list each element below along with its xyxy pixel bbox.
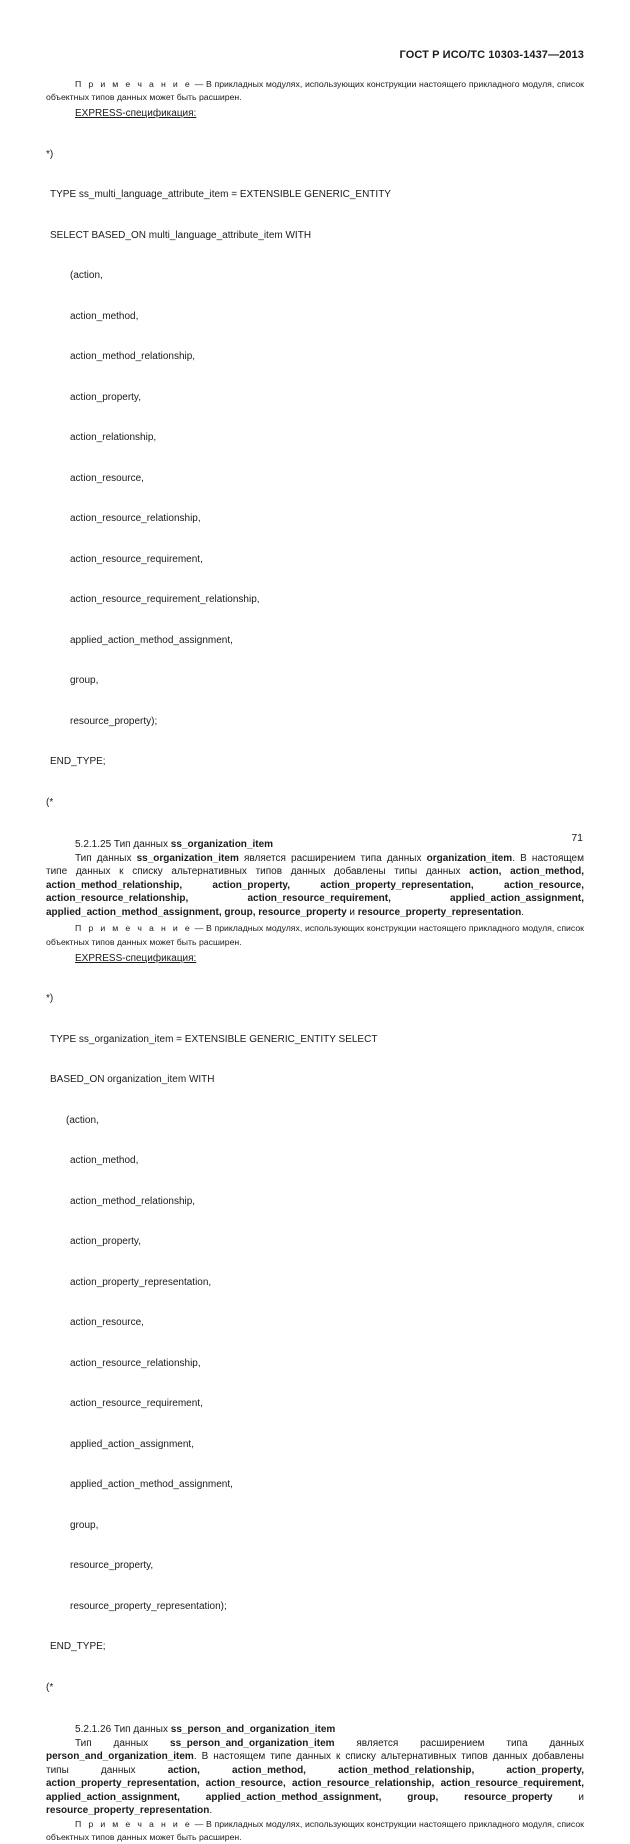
express-code-block-1 <box>46 121 584 837</box>
note-2 <box>46 922 584 948</box>
note-text: — В прикладных модулях, использующих конструкции настоящего прикладного модуля, список объектных типов данных может быть расширен. <box>46 1818 584 1843</box>
code-item: action_resource_relationship, <box>70 1357 201 1369</box>
para-text: и <box>346 906 358 918</box>
code-item: action_resource_requirement, <box>70 1398 203 1410</box>
code-item: action_property, <box>70 391 141 403</box>
code-close: (* <box>46 796 54 808</box>
section-paragraph-5-2-1-25 <box>46 852 584 920</box>
para-base-type: organization_item <box>426 852 513 864</box>
code-item: action_resource_requirement_relationship, <box>70 594 260 606</box>
code-type-line: TYPE ss_organization_item = EXTENSIBLE GENERIC_ENTITY SELECT <box>50 1033 378 1045</box>
note-1 <box>46 78 584 104</box>
code-item: action_resource, <box>70 1317 144 1329</box>
section-paragraph-5-2-1-26 <box>46 1737 584 1818</box>
code-item: action_relationship, <box>70 432 157 444</box>
section-heading-5-2-1-25 <box>46 838 584 852</box>
code-item: applied_action_assignment, <box>70 1438 194 1450</box>
page-content <box>46 78 584 1844</box>
code-item: action_property, <box>70 1236 141 1248</box>
code-item: group, <box>70 1519 99 1531</box>
section-type-name: ss_organization_item <box>170 839 274 851</box>
code-item: action_resource_requirement, <box>70 553 203 565</box>
express-code-block-2 <box>46 965 584 1721</box>
para-text: Тип данных <box>75 852 137 864</box>
para-base-type: person_and_organization_item <box>46 1751 194 1763</box>
section-number: 5.2.1.26 Тип данных <box>75 1724 171 1736</box>
note-text: — В прикладных модулях, использующих конструкции настоящего прикладного модуля, список объектных типов данных может быть расширен. <box>46 79 584 103</box>
para-text: и <box>552 1791 584 1803</box>
section-heading-5-2-1-26 <box>46 1723 584 1737</box>
code-item: applied_action_method_assignment, <box>70 634 233 646</box>
code-item: resource_property); <box>70 715 158 727</box>
code-close: (* <box>46 1681 54 1693</box>
note-3 <box>46 1818 584 1844</box>
para-type-list: action, action_method, action_method_relationship, action_property, action_property_representation, action_resource, action_resource_relationship, action_resource_requirement, applied_action_assignment, applied_action_method_assignment, group, resource_property <box>46 1764 584 1803</box>
code-select-line: SELECT BASED_ON multi_language_attribute_item WITH <box>50 229 312 241</box>
page-header: ГОСТ Р ИСО/ТС 10303-1437—2013 <box>399 49 584 61</box>
para-last-type: resource_property_representation <box>46 1805 210 1817</box>
para-type-list: action, action_method, action_method_relationship, action_property, action_property_representation, action_resource, action_resource_relationship, action_resource_requirement, applied_action_assignment, applied_action_method_assignment, group, resource_property <box>46 866 585 918</box>
code-item: (action, <box>70 270 103 282</box>
para-text: . В настоящем типе данных к списку альтернативных типов данных добавлены типы данных <box>46 1751 584 1776</box>
code-item: applied_action_method_assignment, <box>70 1479 233 1491</box>
page-number: 71 <box>571 832 583 844</box>
code-item: resource_property, <box>70 1560 154 1572</box>
para-last-type: resource_property_representation <box>357 906 522 918</box>
note-label: П р и м е ч а н и е <box>75 79 192 89</box>
code-end-type: END_TYPE; <box>50 1641 106 1653</box>
para-text: является расширением типа данных <box>334 1737 584 1749</box>
code-type-line: TYPE ss_multi_language_attribute_item = EXTENSIBLE GENERIC_ENTITY <box>50 189 391 201</box>
code-item: resource_property_representation); <box>70 1600 227 1612</box>
para-text: является расширением типа данных <box>238 852 427 864</box>
code-item: action_method_relationship, <box>70 1195 196 1207</box>
para-type-name: ss_organization_item <box>136 852 239 864</box>
code-item: action_property_representation, <box>70 1276 212 1288</box>
para-text: Тип данных <box>75 1737 171 1749</box>
code-open: *) <box>46 148 54 160</box>
section-number: 5.2.1.25 Тип данных <box>75 839 171 851</box>
code-item: action_resource_relationship, <box>70 513 201 525</box>
code-item: group, <box>70 675 99 687</box>
code-item: (action, <box>66 1114 99 1126</box>
para-text: . <box>521 906 524 918</box>
code-item: action_method_relationship, <box>70 351 196 363</box>
code-item: action_method, <box>70 310 139 322</box>
code-item: action_method, <box>70 1155 139 1167</box>
express-heading-2: EXPRESS-спецификация: <box>75 952 197 964</box>
section-type-name: ss_person_and_organization_item <box>170 1724 336 1736</box>
para-text: . <box>209 1805 213 1817</box>
code-end-type: END_TYPE; <box>50 756 106 768</box>
note-label: П р и м е ч а н и е <box>75 923 192 934</box>
para-text: . В настоящем типе данных к списку альтернативных типов данных добавлены типы данных <box>46 852 584 878</box>
code-based-line: BASED_ON organization_item WITH <box>50 1074 215 1086</box>
express-heading-1: EXPRESS-спецификация: <box>75 108 197 120</box>
code-open: *) <box>46 993 54 1005</box>
para-type-name: ss_person_and_organization_item <box>170 1737 335 1749</box>
code-item: action_resource, <box>70 472 144 484</box>
note-label: П р и м е ч а н и е <box>75 1818 192 1829</box>
note-text: — В прикладных модулях, использующих конструкции настоящего прикладного модуля, список объектных типов данных может быть расширен. <box>46 923 584 947</box>
